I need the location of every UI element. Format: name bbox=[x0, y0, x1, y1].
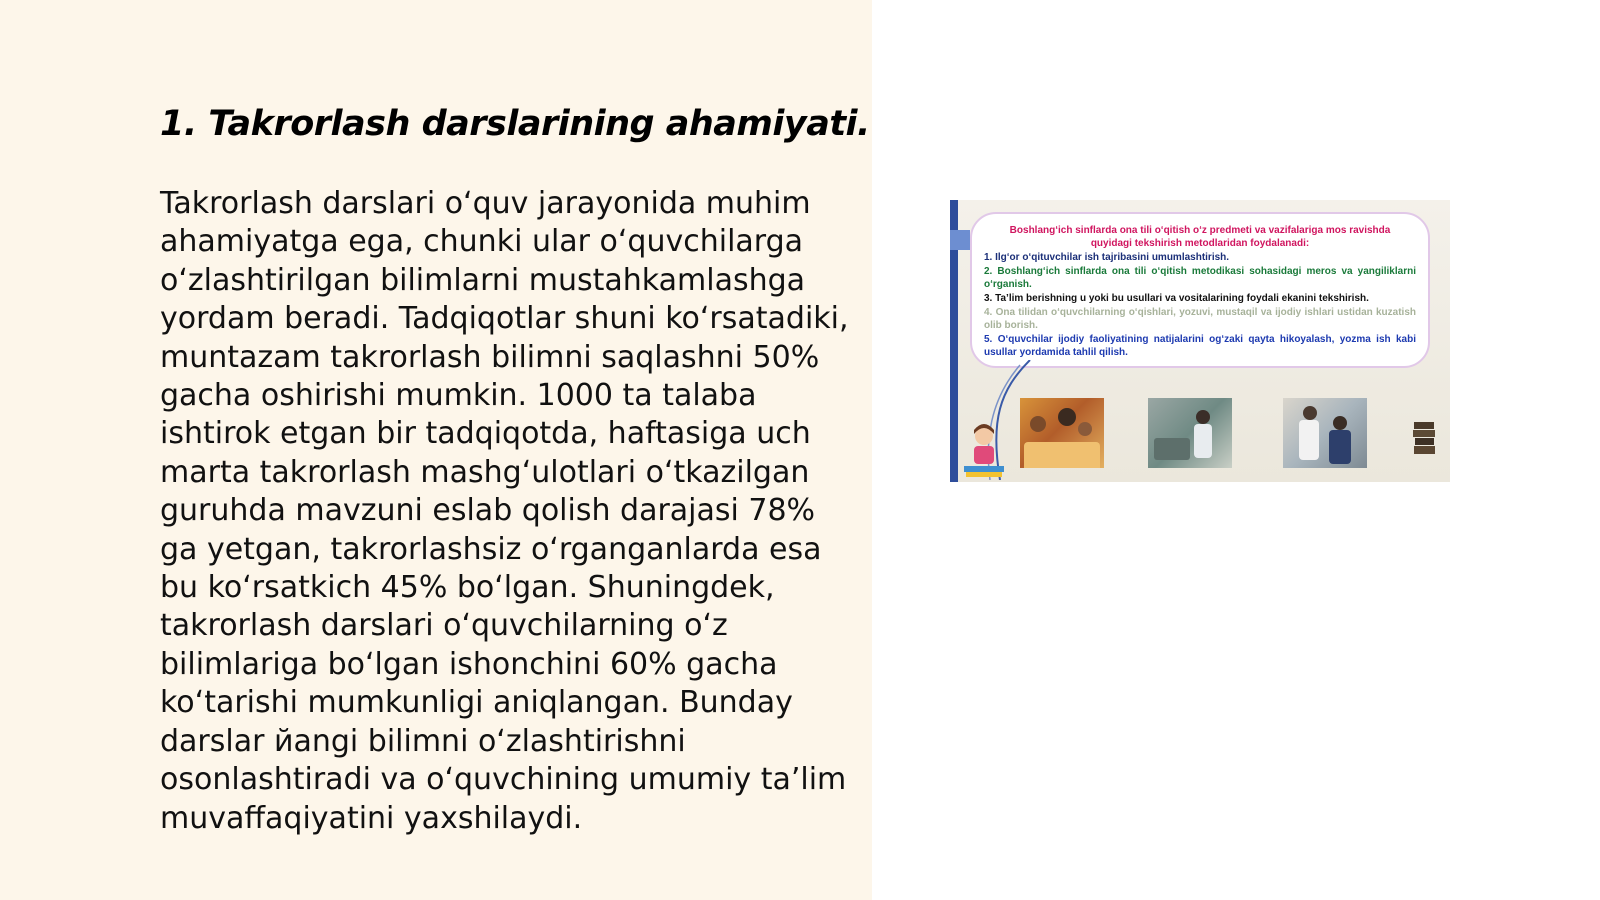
image-list-item: 2. Boshlang‘ich sinflarda ona tili o‘qitish metodikasi sohasidagi meros va yangiliklarni o‘rganish. bbox=[984, 266, 1416, 290]
image-list-item: 1. Ilg‘or o‘qituvchilar ish tajribasini umumlashtirish. bbox=[984, 252, 1230, 263]
students-photo bbox=[1283, 398, 1367, 468]
slide-image bbox=[950, 200, 1450, 482]
slide-body-text: Takrorlash darslari o‘quv jarayonida muhim ahamiyatga ega, chunki ular o‘quvchilarga o‘zlashtirilgan bilimlarni mustahkamlashga yordam beradi. Tadqiqotlar shuni ko‘rsatadiki, muntazam takrorlash bilimni saqlashni 50% gacha oshirishi mumkin. 1000 ta talaba ishtirok etgan bir tadqiqotda, haftasiga uch marta takrorlash mashg‘ulotlari o‘tkazilgan guruhda mavzuni eslab qolish darajasi 78% ga yetgan, takrorlashsiz o‘rganganlarda esa bu ko‘rsatkich 45% bo‘lgan. Shuningdek, takrorlash darslari o‘quvchilarning o‘z bilimlariga bo‘lgan ishonchini 60% gacha ko‘tarishi mumkunligi aniqlangan. Bunday darslar йangi bilimni o‘zlashtirishni osonlashtiradi va o‘quvchining umumiy ta’lim muvaffaqiyatini yaxshilaydi. bbox=[160, 186, 849, 836]
image-list-item: 4. Ona tilidan o‘quvchilarning o‘qishlari, yozuvi, mustaqil va ijodiy ishlari ustidan kuzatish olib borish. bbox=[984, 307, 1416, 331]
image-left-bar-tab bbox=[950, 230, 970, 250]
image-list-item: 3. Ta’lim berishning u yoki bu usullari va vositalarining foydali ekanini tekshirish. bbox=[984, 293, 1369, 304]
classroom-photo bbox=[1148, 398, 1232, 468]
slide-title: 1. Takrorlash darslarining ahamiyati. bbox=[160, 104, 870, 144]
girl-reading-icon bbox=[956, 422, 1012, 482]
teacher-with-children-photo bbox=[1020, 398, 1104, 468]
image-heading: Boshlang‘ich sinflarda ona tili o‘qitish o‘z predmeti va vazifalariga mos ravishda quyidagi tekshirish metodlaridan foydalanadi: bbox=[1009, 225, 1391, 249]
books-icon bbox=[1412, 418, 1436, 458]
image-text-box bbox=[970, 212, 1430, 368]
image-list-item: 5. O‘quvchilar ijodiy faoliyatining natijalarini og‘zaki qayta hikoyalash, yozma ish kabi usullar yordamida tahlil qilish. bbox=[984, 334, 1416, 358]
